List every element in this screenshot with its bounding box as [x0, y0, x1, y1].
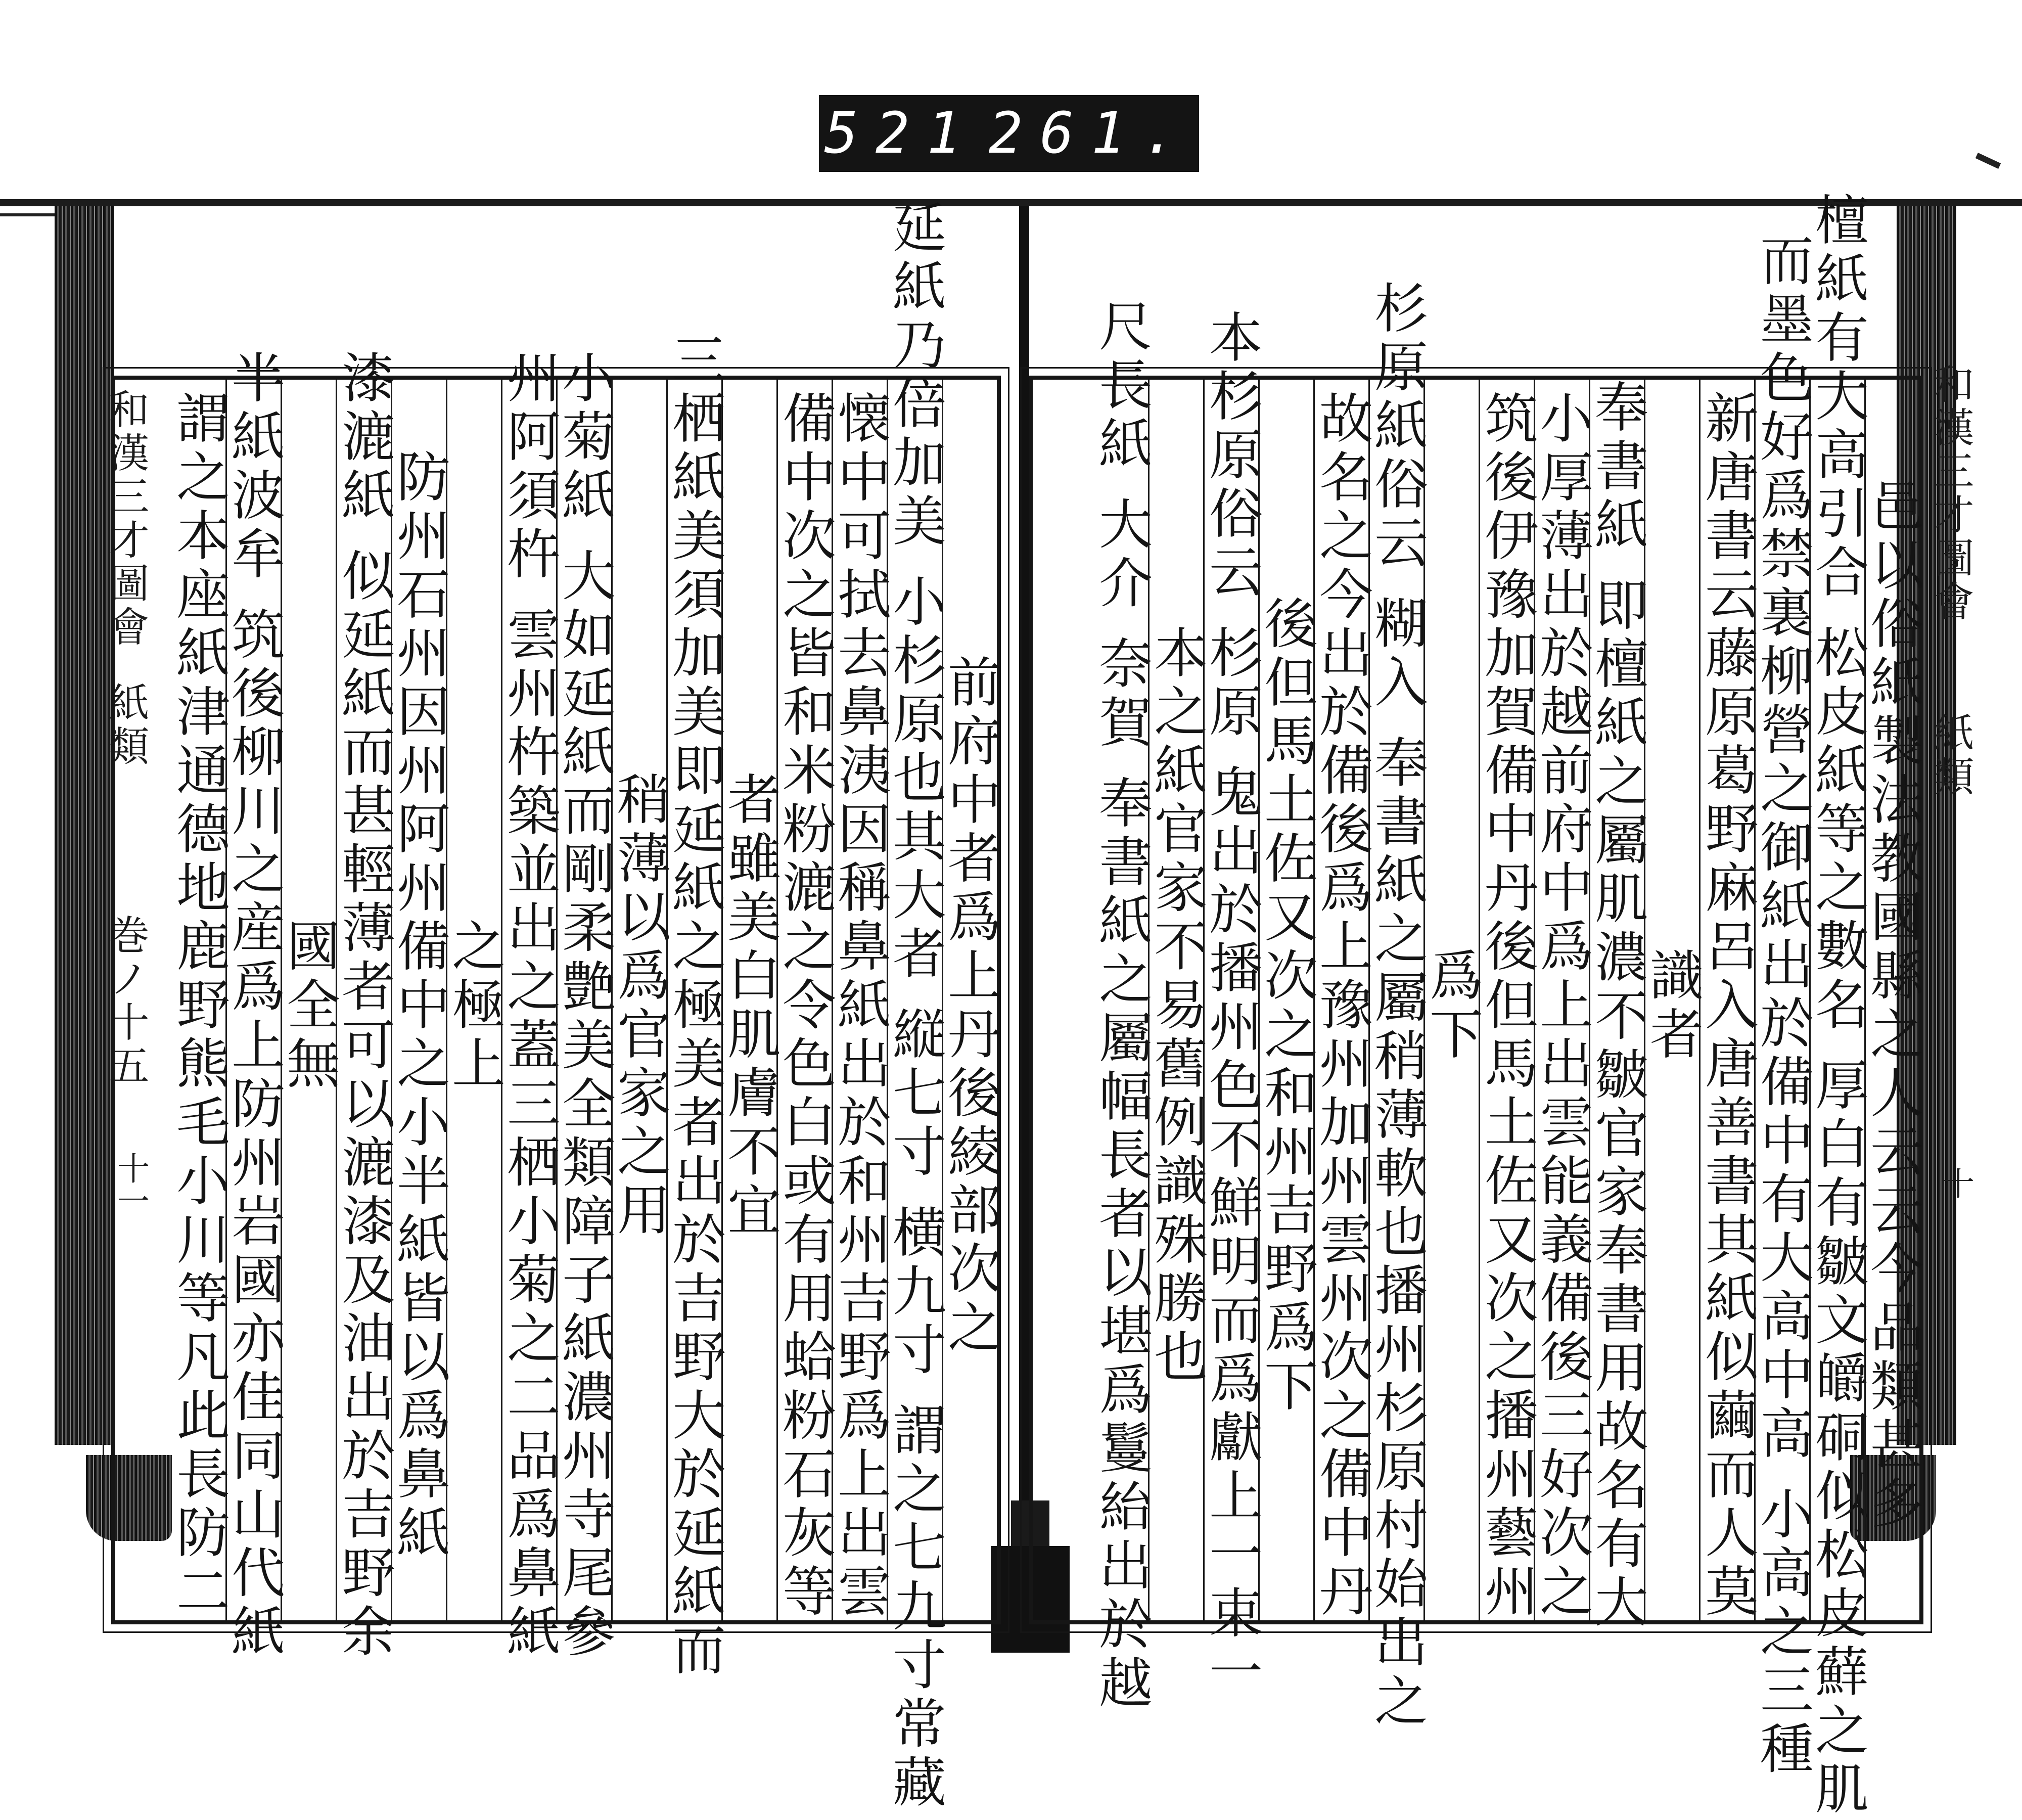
- left-page-columns: [115, 199, 1001, 1813]
- right-page: [1029, 192, 1924, 1820]
- column-text: 後但馬土佐又次之和州吉野爲下: [1256, 596, 1318, 1417]
- text-column: [1421, 380, 1483, 1620]
- text-column: [1366, 280, 1428, 1732]
- column-text: 爲下: [1421, 947, 1483, 1065]
- column-text: 國全無: [278, 918, 340, 1094]
- text-column: [443, 380, 505, 1620]
- column-text: 新唐書云藤原葛野麻呂入唐善書其紙似繭而人莫: [1696, 390, 1759, 1622]
- column-text: 奉書紙 即檀紙之屬肌濃不皺官家奉書用故名有大: [1586, 379, 1648, 1633]
- column-text: 漆漉紙 似延紙而甚輕薄者可以漉漆及油出於吉野余: [333, 350, 395, 1662]
- left-margin-section: 紙類: [102, 681, 149, 768]
- column-text: 防州石州因州阿州備中之小半紙皆以爲鼻紙: [388, 449, 450, 1563]
- text-column: [1586, 379, 1648, 1633]
- text-column: [1641, 380, 1704, 1620]
- text-column: [1201, 309, 1263, 1703]
- text-column: [554, 350, 616, 1662]
- text-column: [609, 380, 671, 1620]
- text-column: [1145, 380, 1208, 1620]
- column-text: 稍薄以爲官家之用: [609, 771, 671, 1241]
- left-margin-folio: 十一: [112, 1152, 149, 1216]
- text-column: [1531, 380, 1593, 1622]
- column-text: 杉原紙俗云 糊入 奉書紙之屬稍薄軟也播州杉原村始出之: [1366, 280, 1428, 1732]
- column-text: 謂之本座紙津通德地鹿野熊毛小川等凡此長防二: [168, 390, 230, 1622]
- column-text: 備中次之皆和米粉漉之令色白或有用蛤粉石灰等: [774, 390, 836, 1622]
- text-column: [774, 380, 836, 1622]
- text-column: [388, 380, 450, 1620]
- column-text: 筑後伊豫加賀備中丹後但馬土佐又次之播州藝州: [1476, 390, 1538, 1622]
- text-column: [1862, 380, 1924, 1620]
- text-column: [1807, 192, 1869, 1820]
- column-text: 懐中可拭去鼻洟因稱鼻紙出於和州吉野爲上出雲: [829, 390, 891, 1622]
- text-column: [1256, 380, 1318, 1620]
- text-column: [498, 350, 561, 1662]
- text-column: [1311, 380, 1373, 1622]
- left-margin-volume: 巻ノ十五: [102, 914, 149, 1088]
- column-text: 三栖紙美須加美即延紙之極美者出於吉野大於延紙而: [664, 332, 726, 1680]
- text-column: [1696, 380, 1759, 1622]
- right-margin-section: 紙類: [1927, 712, 1974, 799]
- film-number-left: 521: [824, 101, 978, 166]
- column-text: 者雖美白肌膚不宜: [719, 771, 781, 1241]
- column-text: 本之紙官家不易舊例識殊勝也: [1145, 625, 1208, 1387]
- right-margin-folio: 十: [1937, 1167, 1974, 1199]
- left-margin-title: 和漢三才圖會: [102, 388, 149, 649]
- column-text: 本杉原俗云 杉原 鬼出於播州色不鮮明而爲獻上一束一: [1201, 309, 1263, 1703]
- film-number-label: [819, 95, 1199, 172]
- column-text: 延紙乃倍加美 小杉原也其大者 縦七寸 横九寸 謂之七九寸常藏: [884, 199, 946, 1813]
- text-column: [939, 380, 1001, 1620]
- column-text: 而墨色好爲禁裏柳營之御紙出於備中有大高中高 小高之三種: [1752, 233, 1814, 1780]
- column-text: 半紙波牟 筑後柳川之産爲上防州岩國亦佳同山代紙: [223, 350, 285, 1662]
- text-column: [829, 380, 891, 1622]
- text-column: [1476, 380, 1538, 1622]
- column-text: 尺長紙 大介 奈賀 奉書紙之屬幅長者以堪爲鬘紿出於越: [1090, 298, 1153, 1714]
- column-text: 小菊紙 大如延紙而剛柔艶美全類障子紙濃州寺尾參: [554, 350, 616, 1662]
- text-column: [333, 350, 395, 1662]
- text-column: [664, 332, 726, 1680]
- text-column: [223, 350, 285, 1662]
- column-text: 故名之今出於備後爲上豫州加州雲州次之備中丹: [1311, 390, 1373, 1622]
- scan-corner-mark: [1975, 153, 2001, 169]
- text-column: [278, 380, 340, 1620]
- column-text: 之極上: [443, 918, 505, 1094]
- text-column: [168, 380, 230, 1622]
- column-text: 前府中者爲上丹後綾部次之: [939, 654, 1001, 1358]
- book: [51, 192, 1982, 1820]
- film-number-right: 261.: [988, 101, 1194, 166]
- text-column: [719, 380, 781, 1620]
- right-margin-title: 和漢三才圖會: [1927, 363, 1974, 624]
- scan-top-rule: [0, 199, 2022, 206]
- column-text: 州阿須杵 雲州杵築並出之蓋三栖小菊之二品爲鼻紙: [498, 350, 561, 1662]
- right-page-columns: [1033, 192, 1924, 1820]
- text-column: [1090, 298, 1153, 1714]
- column-text: 檀紙有大高引合 松皮紙等之數名 厚白有皺文皭硐似松皮蘚之肌: [1807, 192, 1869, 1820]
- left-page: [111, 199, 1001, 1813]
- text-column: [1752, 233, 1814, 1780]
- column-text: 邑以俗紙製法教國縣之人云云今品類甚多: [1862, 478, 1924, 1534]
- column-text: 小厚薄出於越前府中爲上出雲能義備後三好次之: [1531, 390, 1593, 1622]
- column-text: 識者: [1641, 947, 1704, 1065]
- text-column: [884, 199, 946, 1813]
